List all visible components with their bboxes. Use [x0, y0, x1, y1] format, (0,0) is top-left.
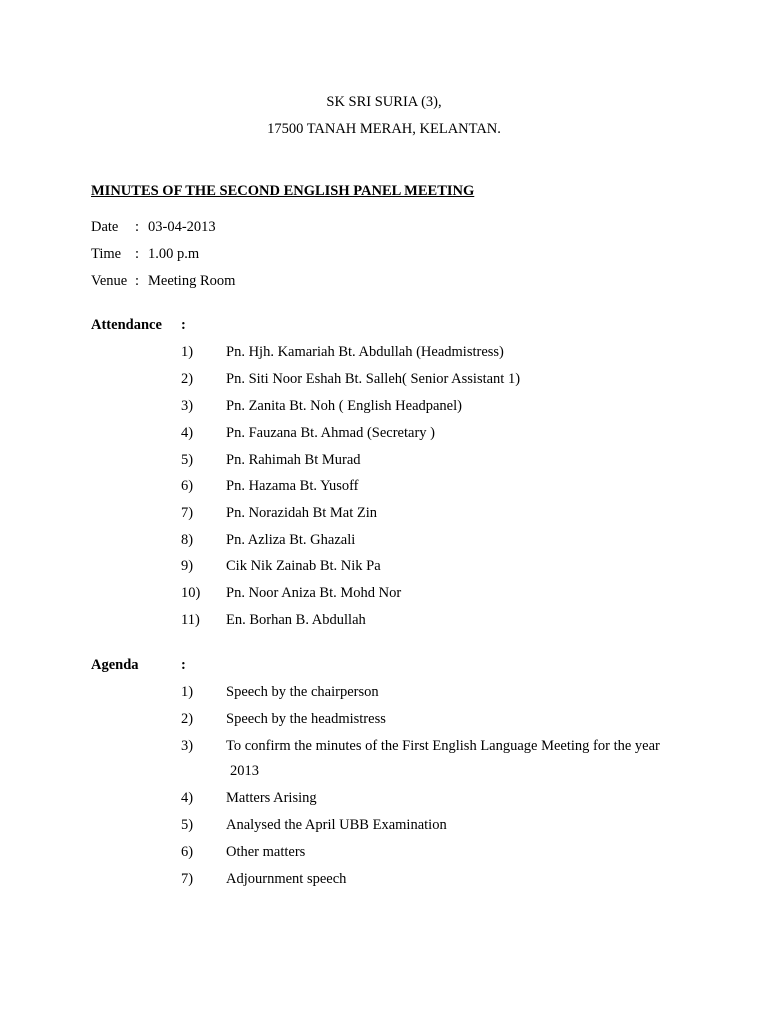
attendance-name: Pn. Norazidah Bt Mat Zin — [226, 505, 378, 521]
time-sep: : — [135, 246, 140, 262]
agenda-num: 5) — [181, 817, 194, 833]
attendance-num: 7) — [181, 505, 194, 521]
agenda-num: 1) — [181, 684, 194, 700]
time-value: 1.00 p.m — [148, 246, 200, 262]
agenda-item: Speech by the headmistress — [226, 711, 386, 727]
attendance-heading: Attendance — [91, 317, 162, 333]
time-label: Time — [91, 246, 122, 262]
date-value: 03-04-2013 — [148, 219, 216, 235]
agenda-item: Speech by the chairperson — [226, 684, 379, 700]
agenda-num: 4) — [181, 790, 194, 806]
agenda-item: Analysed the April UBB Examination — [226, 817, 447, 833]
date-sep: : — [135, 219, 140, 235]
agenda-item: To confirm the minutes of the First English Language Meeting for the year — [226, 738, 660, 754]
attendance-name: Pn. Siti Noor Eshah Bt. Salleh( Senior Assistant 1) — [226, 371, 521, 387]
agenda-item: Adjournment speech — [226, 871, 347, 887]
school-address: 17500 TANAH MERAH, KELANTAN. — [267, 121, 501, 137]
agenda-num: 3) — [181, 738, 194, 754]
attendance-name: En. Borhan B. Abdullah — [226, 612, 366, 628]
attendance-num: 9) — [181, 558, 194, 574]
attendance-name: Pn. Noor Aniza Bt. Mohd Nor — [226, 585, 402, 601]
attendance-sep: : — [181, 317, 186, 333]
agenda-num: 2) — [181, 711, 194, 727]
agenda-item: Other matters — [226, 844, 306, 860]
attendance-num: 11) — [181, 612, 200, 628]
date-label: Date — [91, 219, 119, 235]
agenda-num: 7) — [181, 871, 194, 887]
school-name: SK SRI SURIA (3), — [326, 94, 442, 110]
attendance-name: Pn. Azliza Bt. Ghazali — [226, 532, 356, 548]
agenda-num: 6) — [181, 844, 194, 860]
attendance-num: 1) — [181, 344, 194, 360]
attendance-name: Pn. Zanita Bt. Noh ( English Headpanel) — [226, 398, 462, 414]
agenda-heading: Agenda — [91, 657, 139, 673]
agenda-item: Matters Arising — [226, 790, 317, 806]
attendance-num: 2) — [181, 371, 194, 387]
agenda-item-continuation: 2013 — [230, 763, 259, 779]
attendance-num: 10) — [181, 585, 201, 601]
attendance-num: 8) — [181, 532, 194, 548]
attendance-num: 3) — [181, 398, 194, 414]
attendance-num: 6) — [181, 478, 194, 494]
attendance-name: Cik Nik Zainab Bt. Nik Pa — [226, 558, 381, 574]
attendance-num: 5) — [181, 452, 194, 468]
attendance-name: Pn. Hazama Bt. Yusoff — [226, 478, 359, 494]
attendance-name: Pn. Hjh. Kamariah Bt. Abdullah (Headmistress) — [226, 344, 504, 360]
attendance-num: 4) — [181, 425, 194, 441]
agenda-sep: : — [181, 657, 186, 673]
venue-sep: : — [135, 273, 140, 289]
venue-label: Venue — [91, 273, 128, 289]
venue-value: Meeting Room — [148, 273, 236, 289]
attendance-name: Pn. Rahimah Bt Murad — [226, 452, 361, 468]
attendance-name: Pn. Fauzana Bt. Ahmad (Secretary ) — [226, 425, 435, 441]
document-title: MINUTES OF THE SECOND ENGLISH PANEL MEETING — [91, 183, 475, 199]
